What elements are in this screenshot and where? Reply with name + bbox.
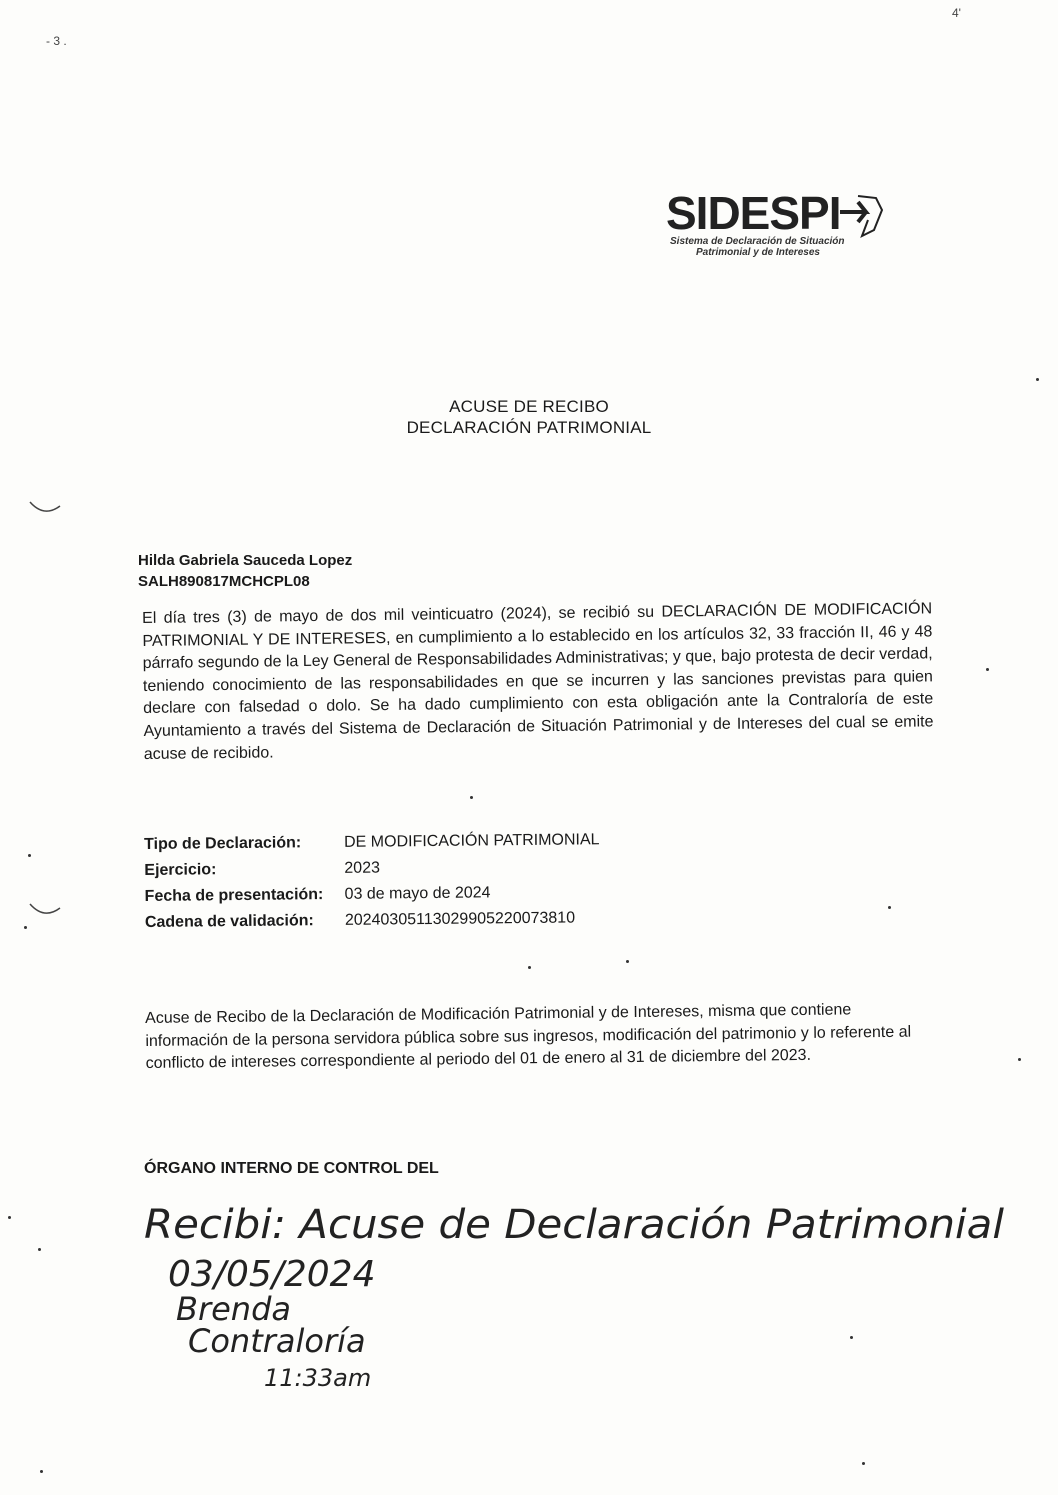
detail-label: Tipo de Declaración: (144, 834, 302, 853)
handwritten-line-4: Contraloría (188, 1322, 366, 1360)
heading-line-2: DECLARACIÓN PATRIMONIAL (406, 418, 652, 437)
corner-mark-top-right: 4' (952, 6, 961, 20)
handwritten-line-3: Brenda (176, 1290, 291, 1328)
body-paragraph: El día tres (3) de mayo de dos mil veinticuatro (2024), se recibió su DECLARACIÓN DE MODIFICACIÓN PATRIMONIAL Y DE INTERESES, en cumplimiento a lo establecido en los artículos 32, 33 fracción II, 46 y 48 párrafo segundo de la Ley General de Responsabilidades Administrativas; y que, bajo protesta de decir verdad, teniendo conocimiento de las responsabilidades en que se incurren y las sanciones previstas para quien declare con falsedad o dolo. Se ha dado cumplimiento con esta obligación ante la Contraloría de este Ayuntamiento a través del Sistema de Declaración de Situación Patrimonial y de Intereses del cual se emite acuse de recibido. (142, 600, 934, 763)
detail-value: 20240305113029905220073810 (344, 909, 576, 929)
scan-speck (862, 1462, 865, 1465)
declarant-block (138, 550, 352, 592)
scan-speck (626, 960, 629, 963)
detail-label: Cadena de validación: (144, 912, 314, 931)
scan-mark (26, 898, 66, 922)
organo-interno-heading: ÓRGANO INTERNO DE CONTROL DEL (144, 1160, 439, 1177)
scan-speck (888, 906, 891, 909)
scan-speck (8, 1216, 11, 1219)
detail-value: 03 de mayo de 2024 (344, 884, 491, 903)
declarant-name: Hilda Gabriela Sauceda Lopez (138, 552, 353, 569)
logo-subtitle-2: Patrimonial y de Intereses (696, 247, 820, 258)
scan-speck (24, 926, 27, 929)
handwritten-line-2: 03/05/2024 (168, 1254, 376, 1295)
scan-speck (470, 796, 473, 799)
scan-speck (1036, 378, 1039, 381)
scan-mark (26, 496, 66, 520)
detail-row (145, 909, 601, 940)
handwritten-receipt-note (140, 1190, 1020, 1400)
detail-label: Fecha de presentación: (144, 886, 324, 905)
sidespi-logo (666, 187, 896, 258)
detail-value: 2023 (344, 859, 381, 877)
closing-paragraph: Acuse de Recibo de la Declaración de Modificación Patrimonial y de Intereses, misma que contiene información de la persona servidora pública sobre sus ingresos, modificación del patrimonio y lo referente al conflicto de intereses correspondiente al periodo del 01 de enero al 31 de diciembre del 2023. (145, 1001, 912, 1072)
scan-speck (38, 1248, 41, 1251)
scan-speck (986, 668, 989, 671)
detail-value: DE MODIFICACIÓN PATRIMONIAL (343, 831, 600, 851)
corner-mark-top-left: - 3 . (46, 34, 67, 48)
scan-speck (28, 854, 31, 857)
detail-label: Ejercicio: (144, 861, 217, 879)
handwritten-line-1: Recibi: Acuse de Declaración Patrimonial (144, 1202, 1004, 1248)
scan-speck (1018, 1058, 1021, 1061)
logo-subtitle-1: Sistema de Declaración de Situación (670, 236, 845, 247)
declaration-details (144, 831, 600, 940)
scan-speck (850, 1336, 853, 1339)
logo-wordmark: SIDESPI (666, 187, 841, 239)
logo-arrow-icon (838, 190, 888, 240)
scan-speck (40, 1470, 43, 1473)
handwritten-line-5: 11:33am (264, 1364, 372, 1392)
scan-speck (528, 966, 531, 969)
heading-line-1: ACUSE DE RECIBO (449, 397, 609, 416)
declarant-rfc: SALH890817MCHCPL08 (138, 573, 310, 590)
